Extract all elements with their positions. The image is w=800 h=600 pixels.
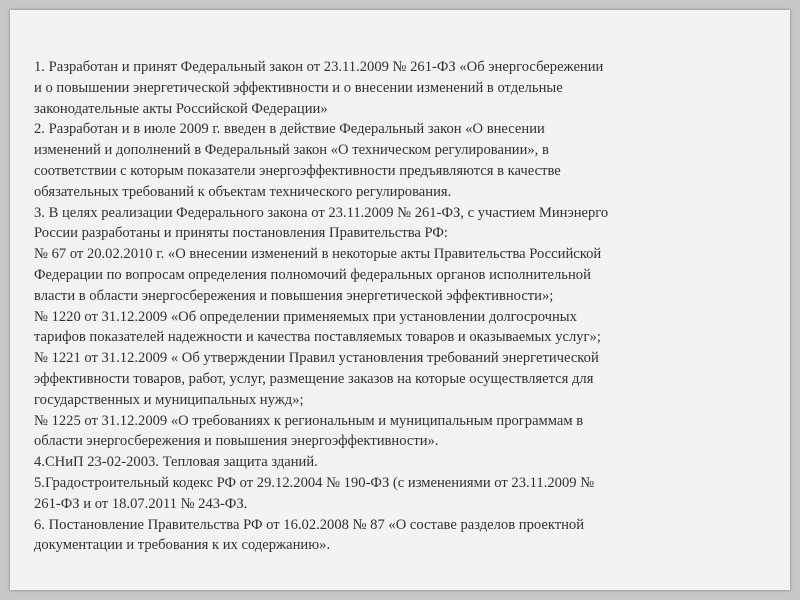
slide [10,10,790,590]
text-line: области энергосбережения и повышения энергоэффективности». [34,433,439,450]
text-line: № 67 от 20.02.2010 г. «О внесении изменений в некоторые акты Правительства Российской [34,246,602,263]
text-line: 261-ФЗ и от 18.07.2011 № 243-ФЗ. [34,495,248,512]
text-line: тарифов показателей надежности и качества поставляемых товаров и оказываемых услуг»; [34,329,601,346]
slide-text-body [34,57,746,556]
text-line: обязательных требований к объектам технического регулирования. [34,183,452,200]
text-line: эффективности товаров, работ, услуг, размещение заказов на которые осуществляется для [34,370,594,387]
text-line: 6. Постановление Правительства РФ от 16.02.2008 № 87 «О составе разделов проектной [34,516,585,533]
text-line: № 1220 от 31.12.2009 «Об определении применяемых при установлении долгосрочных [34,308,577,325]
text-line: изменений и дополнений в Федеральный закон «О техническом регулировании», в [34,142,549,159]
text-line: 1. Разработан и принят Федеральный закон от 23.11.2009 № 261-ФЗ «Об энергосбережении [34,59,604,75]
text-line: Федерации по вопросам определения полномочий федеральных органов исполнительной [34,266,591,283]
text-line: № 1221 от 31.12.2009 « Об утверждении Правил установления требований энергетической [34,350,599,367]
text-line: 3. В целях реализации Федерального закона от 23.11.2009 № 261-ФЗ, с участием Минэнерго [34,204,609,221]
text-line: документации и требования к их содержанию». [34,537,331,554]
text-line: 4.СНиП 23-02-2003. Тепловая защита зданий. [34,454,318,471]
text-line: № 1225 от 31.12.2009 «О требованиях к региональным и муниципальным программам в [34,412,584,429]
text-line: соответствии с которым показатели энергоэффективности предъявляются в качестве [34,162,561,179]
text-line: власти в области энергосбережения и повышения энергетической эффективности»; [34,287,554,304]
text-line: России разработаны и приняты постановления Правительства РФ: [34,225,448,242]
text-line: законодательные акты Российской Федерации» [34,100,328,117]
text-line: 5.Градостроительный кодекс РФ от 29.12.2004 № 190-ФЗ (с изменениями от 23.11.2009 № [34,474,595,491]
text-line: государственных и муниципальных нужд»; [34,391,304,408]
text-line: и о повышении энергетической эффективности и о внесении изменений в отдельные [34,79,563,96]
text-line: 2. Разработан и в июле 2009 г. введен в действие Федеральный закон «О внесении [34,121,545,138]
